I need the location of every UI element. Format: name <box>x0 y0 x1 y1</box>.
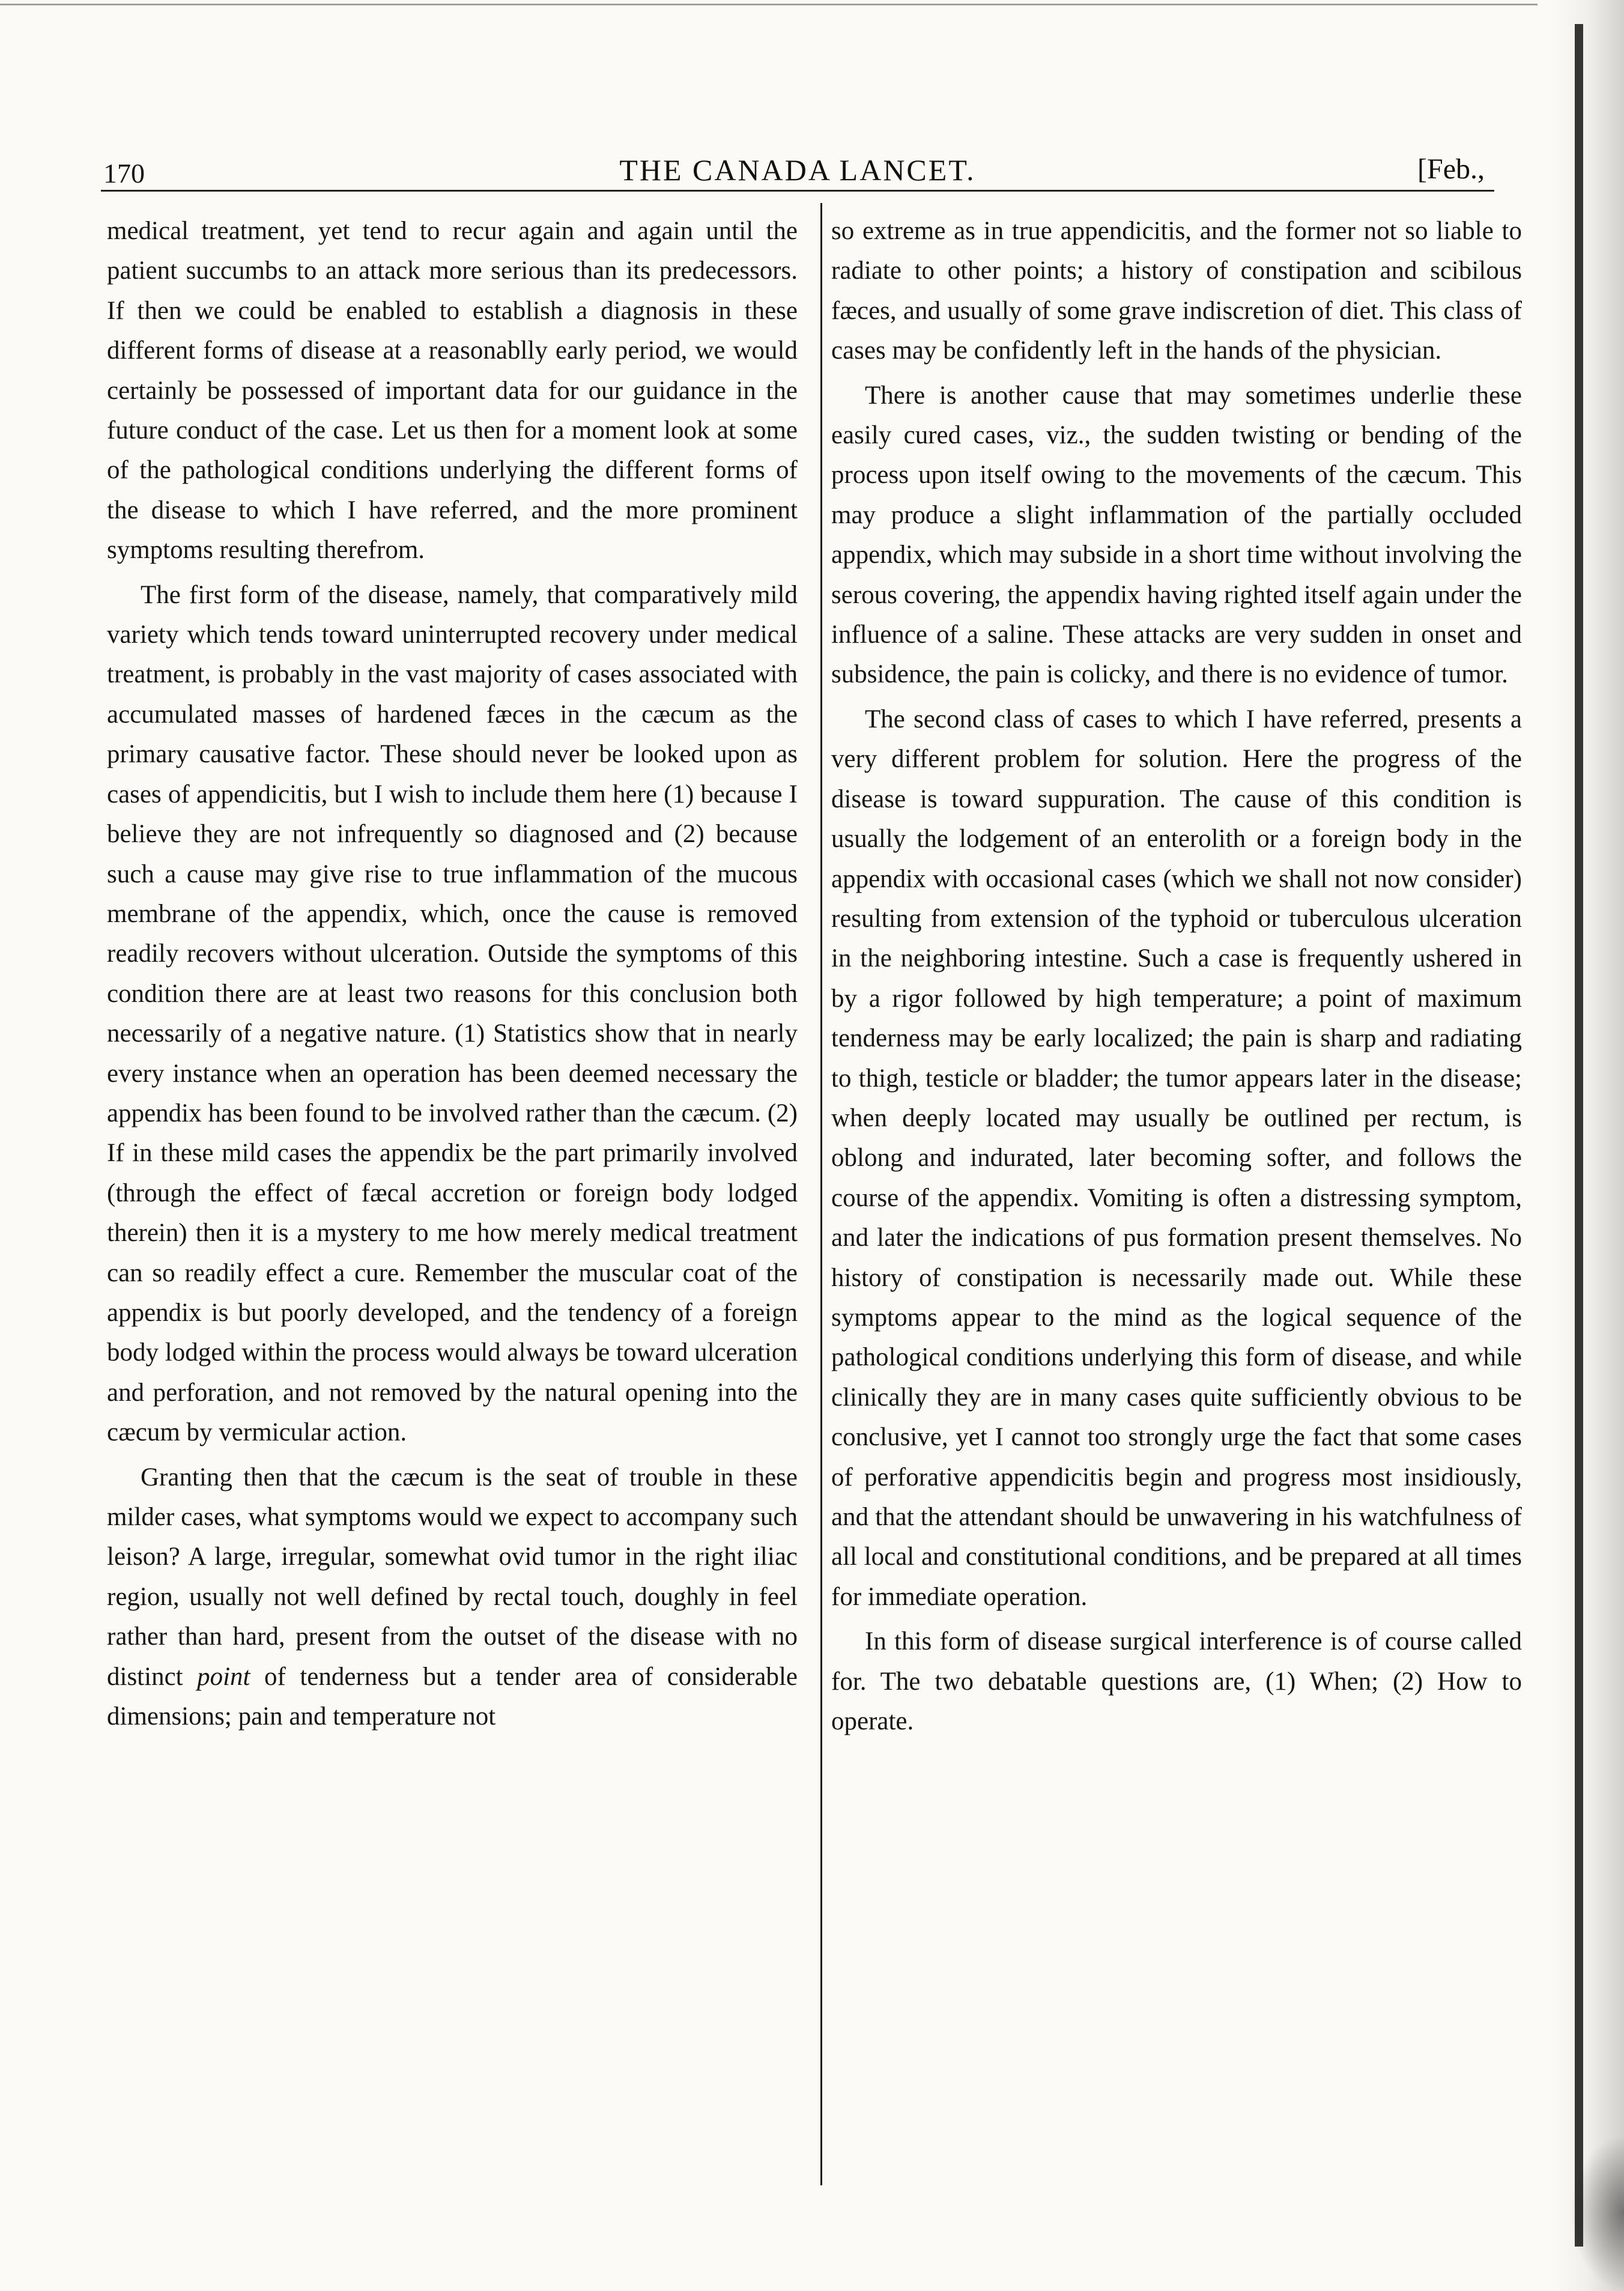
top-scan-rule <box>0 4 1538 5</box>
left-paragraph-3-start: Granting then that the cæcum is the seat of trouble in these milder cases, what symptoms would we expect to accompany such leison? A large, irregular, somewhat ovid tumor in the right iliac region, usually not well defined by rectal touch, doughly in feel rather than hard, present from the outset of the disease with no distinct <box>107 1463 798 1691</box>
running-header <box>101 153 1494 195</box>
left-paragraph-3-end: of tenderness but a tender area of considerable dimensions; pain and temperature not <box>107 1662 798 1731</box>
left-paragraph-1: medical treatment, yet tend to recur again and again until the patient succumbs to an attack more serious than its predecessors. If then we could be enabled to establish a diagnosis in these different forms of disease at a reasonablly early period, we would certainly be possessed of important data for our guidance in the future conduct of the case. Let us then for a moment look at some of the pathological conditions underlying the different forms of the disease to which I have referred, and the more prominent symptoms resulting therefrom. <box>107 217 798 565</box>
right-paragraph-1: so extreme as in true appendicitis, and the former not so liable to radiate to other points; a history of constipation and scibilous fæces, and usually of some grave indiscretion of diet. This class of cases may be confidently left in the hands of the physician. <box>831 217 1522 365</box>
corner-smudge <box>1570 2135 1624 2291</box>
header-rule <box>101 190 1494 192</box>
right-paragraph-4: In this form of disease surgical interference is of course called for. The two debatable questions are, (1) When; (2) How to operate. <box>831 1627 1522 1736</box>
book-spine-edge <box>1575 24 1583 2247</box>
page-number: 170 <box>103 158 145 189</box>
left-paragraph-3 <box>107 1458 798 1737</box>
right-paragraph-2: There is another cause that may sometimes underlie these easily cured cases, viz., the sudden twisting or bending of the process upon itself owing to the movements of the cæcum. This may produce a slight inflammation of the partially occluded appendix, which may subside in a short time without involving the serous covering, the appendix having righted itself again under the influence of a saline. These attacks are very sudden in onset and subsidence, the pain is colicky, and there is no evidence of tumor. <box>831 381 1522 689</box>
column-divider <box>820 203 822 2185</box>
left-column <box>107 211 798 1741</box>
right-paragraph-3: The second class of cases to which I have referred, presents a very different problem for solution. Here the progress of the disease is toward suppuration. The cause of this condition is usually the lodgement of an enterolith or a foreign body in the appendix with occasional cases (which we shall not now consider) resulting from extension of the typhoid or tuberculous ulceration in the neighboring intestine. Such a case is frequently ushered in by a rigor followed by high temperature; a point of maximum tenderness may be early localized; the pain is sharp and radiating to thigh, testicle or bladder; the tumor appears later in the disease; when deeply located may usually be outlined per rectum, is oblong and indurated, later becoming softer, and follows the course of the appendix. Vomiting is often a distressing symptom, and later the indications of pus formation present themselves. No history of constipation is necessarily made out. While these symptoms appear to the mind as the logical sequence of the pathological conditions underlying this form of disease, and while clinically they are in many cases quite sufficiently obvious to be conclusive, yet I cannot too strongly urge the fact that some cases of perforative appendicitis begin and progress most insidiously, and that the attendant should be unwavering in his watchfulness of all local and constitutional conditions, and be prepared at all times for immediate operation. <box>831 705 1522 1611</box>
right-column <box>831 211 1522 1746</box>
month-mark: [Feb., <box>1417 153 1485 185</box>
journal-title: THE CANADA LANCET. <box>619 153 976 187</box>
left-paragraph-2: The first form of the disease, namely, that comparatively mild variety which tends toward uninterrupted recovery under medical treatment, is probably in the vast majority of cases associated with accumulated masses of hardened fæces in the cæcum as the primary causative factor. These should never be looked upon as cases of appendicitis, but I wish to include them here (1) because I believe they are not infrequently so diagnosed and (2) because such a cause may give rise to true inflammation of the mucous membrane of the appendix, which, once the cause is removed readily recovers without ulceration. Outside the symptoms of this condition there are at least two reasons for this conclusion both necessarily of a negative nature. (1) Statistics show that in nearly every instance when an operation has been deemed necessary the appendix has been found to be involved rather than the cæcum. (2) If in these mild cases the appendix be the part primarily involved (through the effect of fæcal accretion or foreign body lodged therein) then it is a mystery to me how merely medical treatment can so readily effect a cure. Remember the muscular coat of the appendix is but poorly developed, and the tendency of a foreign body lodged within the process would always be toward ulceration and perforation, and not removed by the natural opening into the cæcum by vermicular action. <box>107 580 798 1447</box>
emphasis-point: point <box>197 1662 250 1691</box>
scan-page-edge-shadow <box>1552 0 1624 2291</box>
